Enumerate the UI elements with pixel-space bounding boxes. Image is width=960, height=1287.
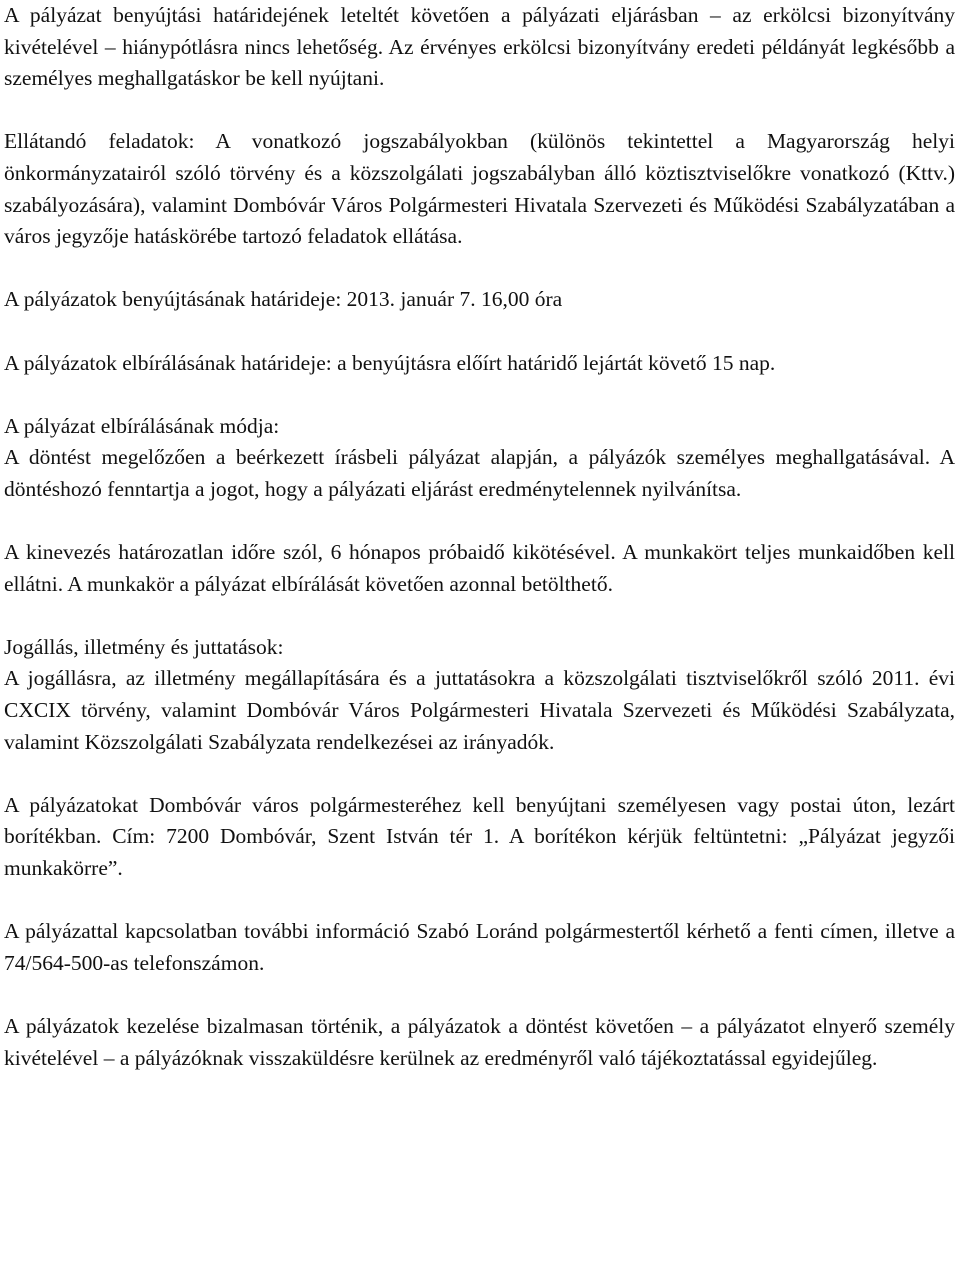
paragraph-gap	[4, 95, 955, 127]
paragraph-submission-address: A pályázatokat Dombóvár város polgármesteréhez kell benyújtani személyesen vagy postai úton, lezárt borítékban. Cím: 7200 Dombóvár, Szent István tér 1. A borítékon kérjük feltüntetni: „Pályázat jegyzői munkakörre”.	[4, 792, 955, 881]
paragraph-gap	[4, 506, 955, 538]
paragraph-gap	[4, 253, 955, 285]
paragraph-contact-info: A pályázattal kapcsolatban további információ Szabó Loránd polgármestertől kérhető a fenti címen, illetve a 74/564-500-as telefonszámon.	[4, 919, 955, 975]
paragraph-gap	[4, 885, 955, 917]
paragraph-duties: Ellátandó feladatok: A vonatkozó jogszabályokban (különös tekintettel a Magyarország helyi önkormányzatairól szóló törvény és a közszolgálati jogszabályban álló köztisztviselőkre vonatkozó (Kttv.) szabályozására), valamint Dombóvár Város Polgármesteri Hivatala Szervezeti és Működési Szabályzatában a város jegyzője hatáskörébe tartozó feladatok ellátása.	[4, 129, 955, 249]
paragraph-submission-deadline: A pályázatok benyújtásának határideje: 2013. január 7. 16,00 óra	[4, 287, 563, 312]
document-page	[4, 0, 955, 1074]
heading-legal-status: Jogállás, illetmény és juttatások:	[4, 634, 284, 659]
heading-evaluation-method: A pályázat elbírálásának módja:	[4, 413, 280, 438]
paragraph-deadline-missing-documents: A pályázat benyújtási határidejének leteltét követően a pályázati eljárásban – az erkölcsi bizonyítvány kivételével – hiánypótlásra nincs lehetőség. Az érvényes erkölcsi bizonyítvány eredeti példányát legkésőbb a személyes meghallgatáskor be kell nyújtani.	[4, 3, 955, 91]
paragraph-gap	[4, 979, 955, 1011]
paragraph-confidentiality: A pályázatok kezelése bizalmasan történik, a pályázatok a döntést követően – a pályázatot elnyerő személy kivételével – a pályázóknak visszaküldésre kerülnek az eredményről való tájékoztatással egyidejűleg.	[4, 1014, 955, 1070]
paragraph-gap	[4, 758, 955, 790]
paragraph-legal-status: A jogállásra, az illetmény megállapítására és a juttatásokra a közszolgálati tisztviselőkről szóló 2011. évi CXCIX törvény, valamint Dombóvár Város Polgármesteri Hivatala Szervezeti és Működési Szabályzata, valamint Közszolgálati Szabályzata rendelkezései az irányadók.	[4, 666, 955, 754]
paragraph-gap	[4, 379, 955, 411]
paragraph-evaluation-deadline: A pályázatok elbírálásának határideje: a benyújtásra előírt határidő lejártát követő 15 nap.	[4, 350, 776, 375]
paragraph-appointment-terms: A kinevezés határozatlan időre szól, 6 hónapos próbaidő kikötésével. A munkakört teljes munkaidőben kell ellátni. A munkakör a pályázat elbírálását követően azonnal betölthető.	[4, 540, 955, 596]
paragraph-evaluation-method: A döntést megelőzően a beérkezett írásbeli pályázat alapján, a pályázók személyes meghallgatásával. A döntéshozó fenntartja a jogot, hogy a pályázati eljárást eredménytelennek nyilvánítsa.	[4, 445, 955, 501]
paragraph-gap	[4, 600, 955, 632]
paragraph-gap	[4, 316, 955, 348]
